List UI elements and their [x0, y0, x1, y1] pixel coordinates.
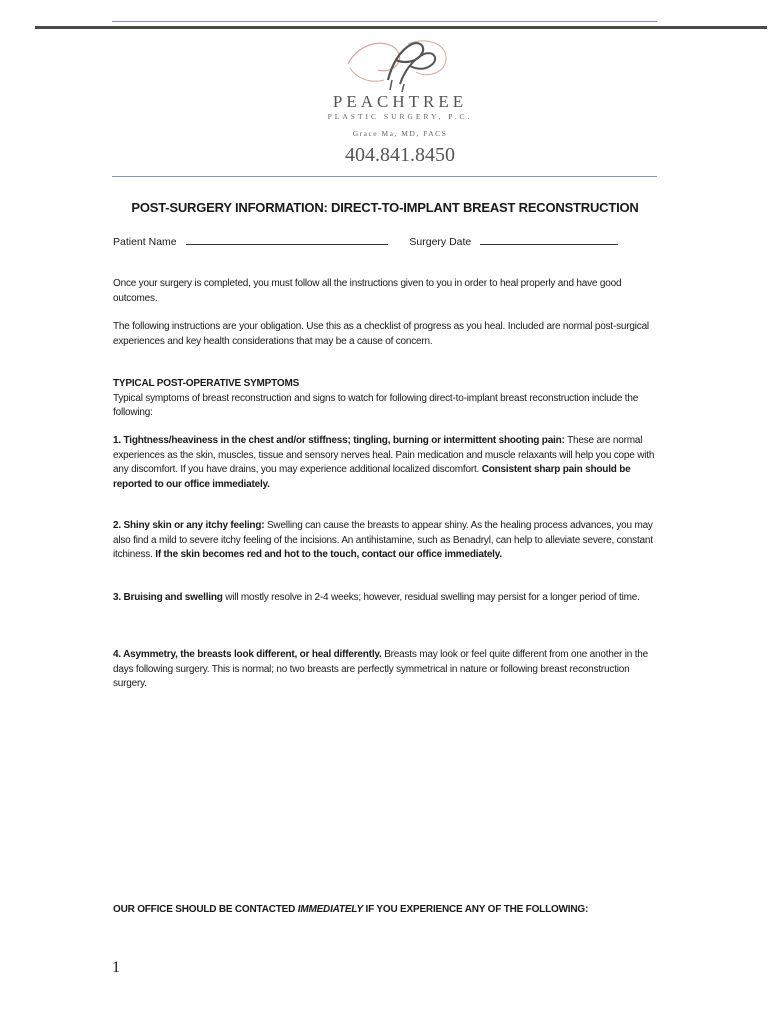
phone-number[interactable]: 404.841.8450 [345, 144, 455, 166]
symptom-body: Breasts may look or feel quite different from one another in the days following surgery. This is normal; no two breasts are perfectly symmetrical in nature or following breast reconstruction surgery. [113, 649, 649, 689]
practice-logo [300, 34, 500, 166]
symptom-warning: If the skin becomes red and hot to the touch, contact our office immediately. [155, 549, 502, 560]
symptom-lead: 4. Asymmetry, the breasts look different, or heal differently. [113, 649, 382, 660]
patient-name-field[interactable] [186, 234, 388, 245]
contact-notice [113, 903, 661, 918]
pp-monogram-icon [330, 34, 470, 92]
intro-paragraph: The following instructions are your obligation. Use this as a checklist of progress as you heal. Included are normal post-surgical experiences and key health considerations that may be a cause of concern. [113, 321, 649, 347]
symptom-body: Swelling can cause the breasts to appear shiny. As the healing process advances, you may also find a mild to severe itchy feeling of the incisions. An antihistamine, such as Benadryl, can help to alleviate severe, constant itchiness. [113, 520, 653, 560]
symptom-body: These are normal experiences as the skin, muscles, tissue and sensory nerves heal. Pain medication and muscle relaxants will help you cope with any discomfort. If you have drains, you may experience additional localized discomfort. [113, 435, 655, 475]
symptom-item [113, 519, 661, 563]
symptoms-section [113, 377, 661, 421]
symptoms-intro: Typical symptoms of breast reconstruction and signs to watch for following direct-to-implant breast reconstruction include the following: [113, 392, 639, 418]
contact-prefix: OUR OFFICE SHOULD BE CONTACTED [113, 904, 298, 915]
brand-subtitle: PLASTIC SURGERY, P.C. [327, 112, 473, 121]
surgery-date-label: Surgery Date [409, 236, 472, 248]
symptom-item [113, 648, 661, 692]
symptom-lead: 2. Shiny skin or any itchy feeling: [113, 520, 265, 531]
patient-fields [113, 234, 618, 248]
header-rule-top [112, 21, 657, 22]
surgery-date-field[interactable] [480, 234, 618, 245]
symptom-item [113, 591, 661, 606]
header-rule-bottom [112, 176, 657, 177]
symptom-body: will mostly resolve in 2-4 weeks; however, residual swelling may persist for a longer period of time. [222, 592, 640, 603]
contact-emphasis: IMMEDIATELY [297, 904, 363, 915]
contact-suffix: IF YOU EXPERIENCE ANY OF THE FOLLOWING: [362, 904, 589, 915]
page-number: 1 [112, 959, 120, 976]
brand-name: PEACHTREE [332, 92, 468, 111]
document-title: POST-SURGERY INFORMATION: DIRECT-TO-IMPLANT BREAST RECONSTRUCTION [131, 200, 639, 215]
patient-name-label: Patient Name [113, 236, 177, 248]
symptoms-heading: TYPICAL POST-OPERATIVE SYMPTOMS [113, 378, 300, 389]
symptom-lead: 1. Tightness/heaviness in the chest and/or stiffness; tingling, burning or intermittent shooting pain: [113, 435, 565, 446]
symptom-warning: Consistent sharp pain should be reported to our office immediately. [113, 464, 631, 490]
symptom-lead: 3. Bruising and swelling [113, 592, 223, 603]
doctor-name: Grace Ma, MD, FACS [352, 129, 448, 138]
header-rule-dark [35, 26, 767, 29]
symptom-item [113, 434, 661, 492]
intro-paragraph: Once your surgery is completed, you must follow all the instructions given to you in order to heal properly and have good outcomes. [113, 278, 622, 304]
